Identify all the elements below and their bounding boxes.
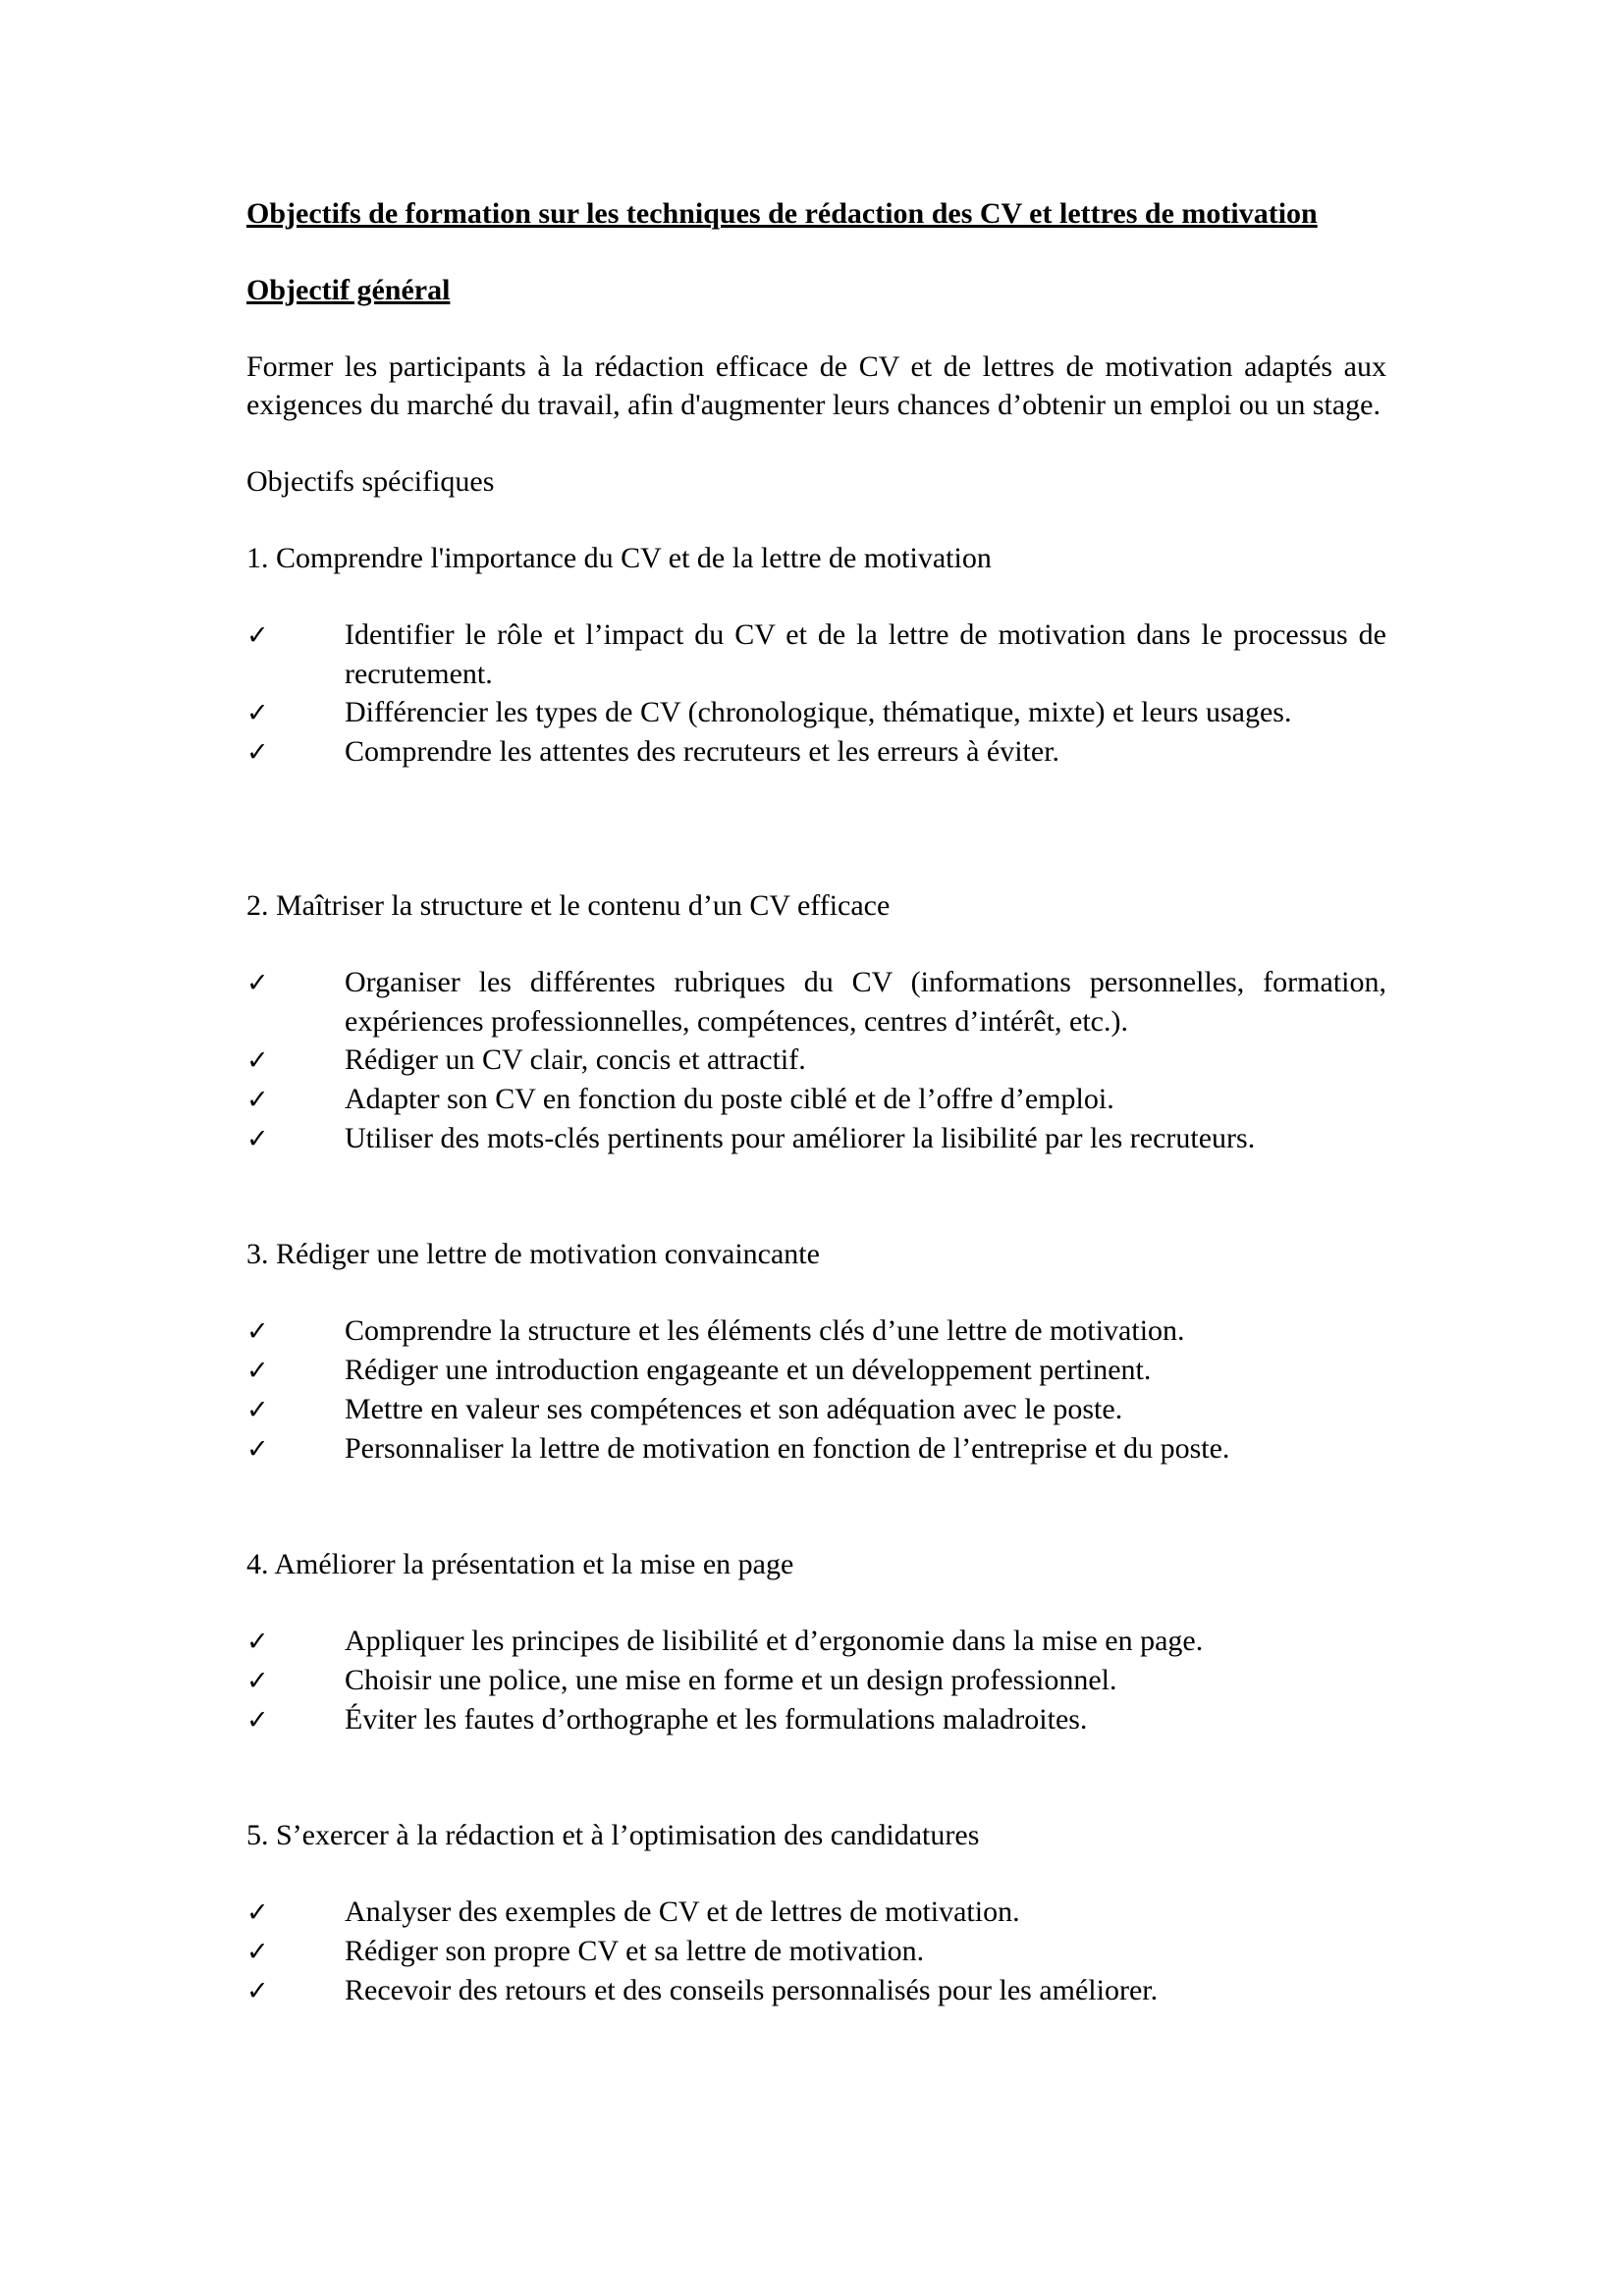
list-item (246, 615, 1386, 693)
list-item (246, 1080, 1386, 1119)
objective-section (246, 1235, 1386, 1468)
list-item (246, 1311, 1386, 1351)
checkmark-icon: ✓ (246, 1666, 269, 1696)
list-item-text: Rédiger une introduction engageante et un développement pertinent. (345, 1354, 1152, 1386)
list-item-text: Identifier le rôle et l’impact du CV et de la lettre de motivation dans le processus de recrutement. (345, 618, 1386, 690)
objective-list (246, 615, 1386, 772)
list-item (246, 1390, 1386, 1429)
list-item-text: Adapter son CV en fonction du poste ciblé et de l’offre d’emploi. (345, 1083, 1114, 1115)
checkmark-icon: ✓ (246, 1316, 269, 1347)
checkmark-icon: ✓ (246, 698, 269, 728)
section-title: 5. S’exercer à la rédaction et à l’optimisation des candidatures (246, 1819, 980, 1851)
list-item (246, 693, 1386, 732)
objective-list (246, 1893, 1386, 2010)
objective-list (246, 963, 1386, 1158)
objective-section (246, 1545, 1386, 1739)
list-item (246, 1351, 1386, 1390)
checkmark-icon: ✓ (246, 1085, 269, 1115)
list-item (246, 1622, 1386, 1661)
objective-section (246, 539, 1386, 772)
list-item-text: Organiser les différentes rubriques du CV (informations personnelles, formation, expériences professionnelles, compétences, centres d’intérêt, etc.). (345, 966, 1386, 1038)
list-item-text: Appliquer les principes de lisibilité et d’ergonomie dans la mise en page. (345, 1625, 1204, 1657)
list-item (246, 1932, 1386, 1971)
checkmark-icon: ✓ (246, 1124, 269, 1154)
list-item-text: Choisir une police, une mise en forme et un design professionnel. (345, 1664, 1117, 1696)
checkmark-icon: ✓ (246, 1045, 269, 1076)
general-objective-text: Former les participants à la rédaction efficace de CV et de lettres de motivation adaptés aux exigences du marché du travail, afin d'augmenter leurs chances d’obtenir un emploi ou un stage. (246, 350, 1386, 421)
section-title: 4. Améliorer la présentation et la mise en page (246, 1548, 794, 1580)
objective-list (246, 1311, 1386, 1468)
list-item (246, 1119, 1386, 1158)
list-item-text: Éviter les fautes d’orthographe et les formulations maladroites. (345, 1703, 1088, 1735)
list-item (246, 1041, 1386, 1080)
list-item (246, 1661, 1386, 1700)
specific-objectives-heading: Objectifs spécifiques (246, 465, 495, 498)
section-title: 3. Rédiger une lettre de motivation convaincante (246, 1238, 820, 1270)
section-title: 2. Maîtriser la structure et le contenu d’un CV efficace (246, 889, 891, 922)
document-title: Objectifs de formation sur les techniques de rédaction des CV et lettres de motivation (246, 197, 1318, 230)
list-item (246, 1429, 1386, 1468)
list-item-text: Rédiger son propre CV et sa lettre de motivation. (345, 1935, 925, 1967)
specific-objectives-sections (246, 539, 1386, 2010)
checkmark-icon: ✓ (246, 1937, 269, 1967)
objective-section (246, 1816, 1386, 2010)
objective-section (246, 886, 1386, 1158)
list-item-text: Comprendre les attentes des recruteurs et les erreurs à éviter. (345, 735, 1060, 768)
list-item (246, 732, 1386, 772)
list-item-text: Recevoir des retours et des conseils personnalisés pour les améliorer. (345, 1974, 1159, 2006)
list-item-text: Mettre en valeur ses compétences et son adéquation avec le poste. (345, 1393, 1123, 1425)
list-item-text: Comprendre la structure et les éléments clés d’une lettre de motivation. (345, 1314, 1185, 1347)
list-item (246, 1971, 1386, 2010)
checkmark-icon: ✓ (246, 968, 269, 998)
document-page (246, 194, 1386, 2010)
checkmark-icon: ✓ (246, 1897, 269, 1928)
checkmark-icon: ✓ (246, 737, 269, 768)
checkmark-icon: ✓ (246, 1705, 269, 1735)
checkmark-icon: ✓ (246, 1976, 269, 2006)
general-objective-heading: Objectif général (246, 274, 451, 306)
objective-list (246, 1622, 1386, 1739)
checkmark-icon: ✓ (246, 620, 269, 651)
list-item-text: Rédiger un CV clair, concis et attractif. (345, 1043, 806, 1076)
checkmark-icon: ✓ (246, 1395, 269, 1425)
list-item-text: Différencier les types de CV (chronologique, thématique, mixte) et leurs usages. (345, 696, 1292, 728)
list-item-text: Analyser des exemples de CV et de lettres de motivation. (345, 1896, 1020, 1928)
checkmark-icon: ✓ (246, 1356, 269, 1386)
section-title: 1. Comprendre l'importance du CV et de la lettre de motivation (246, 542, 992, 574)
list-item-text: Utiliser des mots-clés pertinents pour améliorer la lisibilité par les recruteurs. (345, 1122, 1256, 1154)
list-item (246, 963, 1386, 1041)
checkmark-icon: ✓ (246, 1434, 269, 1465)
list-item-text: Personnaliser la lettre de motivation en fonction de l’entreprise et du poste. (345, 1432, 1230, 1465)
checkmark-icon: ✓ (246, 1627, 269, 1657)
list-item (246, 1700, 1386, 1739)
list-item (246, 1893, 1386, 1932)
